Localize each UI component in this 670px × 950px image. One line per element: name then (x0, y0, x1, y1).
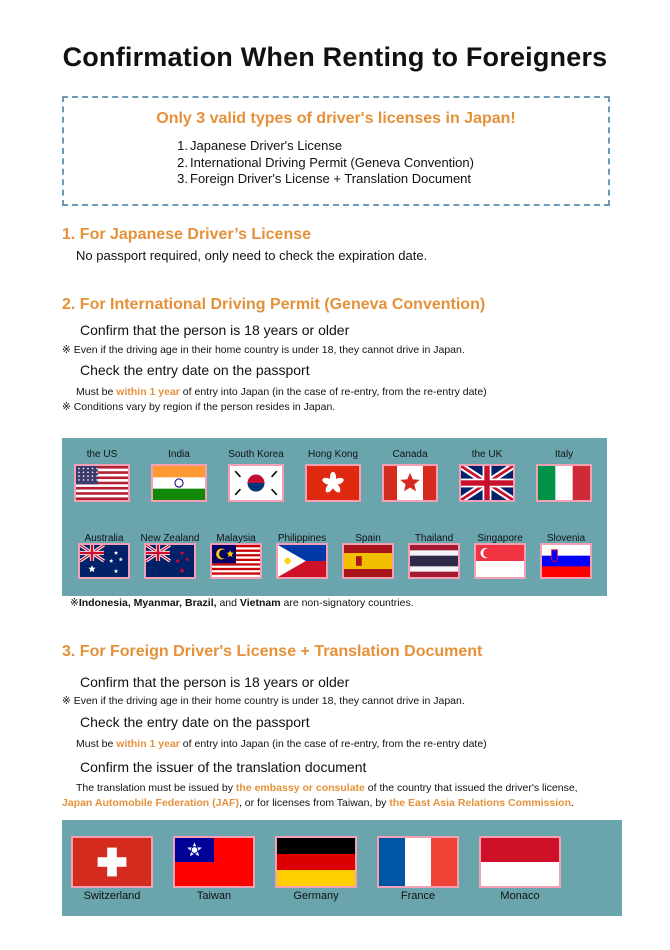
flag-label-spain: Spain (355, 533, 381, 544)
list-item: 2. International Driving Permit (Geneva Convention) (177, 154, 474, 170)
section2-age-note: ※ Even if the driving age in their home country is under 18, they cannot drive in Japan. (62, 344, 465, 356)
flag-singapore-icon (474, 543, 526, 579)
list-item: 1. Japanese Driver's License (177, 138, 343, 153)
flag-malaysia-icon (210, 543, 262, 579)
flag-label-philippines: Philippines (277, 533, 327, 544)
flag-label-south-korea: South Korea (228, 449, 284, 460)
flag-slovenia-icon (540, 543, 592, 579)
list-item: 3. Foreign Driver's License + Translation Document (177, 171, 472, 186)
signatory-flags-panel (62, 438, 607, 596)
flag-label-monaco: Monaco (500, 890, 540, 902)
flag-label-germany: Germany (293, 890, 339, 902)
section3-age-note: ※ Even if the driving age in their home country is under 18, they cannot drive in Japan. (62, 695, 465, 707)
flag-italy-icon (536, 464, 592, 502)
flag-thailand-icon (408, 543, 460, 579)
flag-label-thailand: Thailand (414, 533, 454, 544)
flag-india-icon (151, 464, 207, 502)
flag-spain-icon (342, 543, 394, 579)
section2-age-check: Confirm that the person is 18 years or older (80, 322, 350, 338)
translation-flags-panel (62, 820, 622, 916)
valid-licenses-heading: Only 3 valid types of driver's licenses in Japan! (156, 110, 516, 127)
valid-licenses-box (62, 96, 610, 206)
section3-entry-rule: Must be within 1 year of entry into Japan (in the case of re-entry, from the re-entry date) (76, 738, 487, 750)
flag-the-uk-icon (459, 464, 515, 502)
flag-label-france: France (400, 890, 436, 902)
valid-licenses-list (174, 138, 474, 188)
flag-south-korea-icon (228, 464, 284, 502)
flag-germany-icon (275, 836, 357, 888)
flag-label-australia: Australia (84, 533, 124, 544)
flag-label-malaysia: Malaysia (216, 533, 256, 544)
section3-entry-check: Check the entry date on the passport (80, 714, 310, 730)
flag-label-taiwan: Taiwan (196, 890, 232, 902)
flag-france-icon (377, 836, 459, 888)
flag-label-canada: Canada (392, 449, 428, 460)
page-title: Confirmation When Renting to Foreigners (62, 42, 608, 72)
flag-taiwan-icon (173, 836, 255, 888)
section2-region-note: ※ Conditions vary by region if the person resides in Japan. (62, 401, 336, 413)
section2-entry-check: Check the entry date on the passport (80, 362, 310, 378)
flag-label-the-uk: the UK (471, 449, 503, 460)
flag-switzerland-icon (71, 836, 153, 888)
flag-label-switzerland: Switzerland (83, 890, 141, 902)
section3-issuer-rule-line1: The translation must be issued by the embassy or consulate of the country that issued the driver's license, (76, 782, 578, 794)
section2-heading: 2. For International Driving Permit (Geneva Convention) (62, 296, 486, 313)
flag-label-singapore: Singapore (477, 533, 523, 544)
flag-australia-icon (78, 543, 130, 579)
flag-label-italy: Italy (554, 449, 574, 460)
flag-label-new-zealand: New Zealand (140, 533, 200, 544)
flag-canada-icon (382, 464, 438, 502)
flag-label-slovenia: Slovenia (546, 533, 586, 544)
section3-issuer-rule-line2: Japan Automobile Federation (JAF), or for licenses from Taiwan, by the East Asia Relations Commission. (62, 797, 574, 809)
section1-body: No passport required, only need to check the expiration date. (76, 248, 428, 263)
flag-label-the-us: the US (86, 449, 118, 460)
flag-label-hong-kong: Hong Kong (307, 449, 359, 460)
flag-new-zealand-icon (144, 543, 196, 579)
flag-hong-kong-icon (305, 464, 361, 502)
non-signatory-note: ※Indonesia, Myanmar, Brazil, and Vietnam are non-signatory countries. (70, 597, 414, 609)
section2-entry-rule: Must be within 1 year of entry into Japan (in the case of re-entry, from the re-entry date) (76, 386, 487, 398)
flag-the-us-icon (74, 464, 130, 502)
flag-monaco-icon (479, 836, 561, 888)
section3-age-check: Confirm that the person is 18 years or older (80, 674, 350, 690)
section3-issuer-check: Confirm the issuer of the translation document (80, 759, 367, 775)
section1-heading: 1. For Japanese Driver’s License (62, 226, 312, 243)
flag-label-india: India (168, 449, 190, 460)
section3-heading: 3. For Foreign Driver's License + Translation Document (62, 643, 483, 660)
flag-philippines-icon (276, 543, 328, 579)
